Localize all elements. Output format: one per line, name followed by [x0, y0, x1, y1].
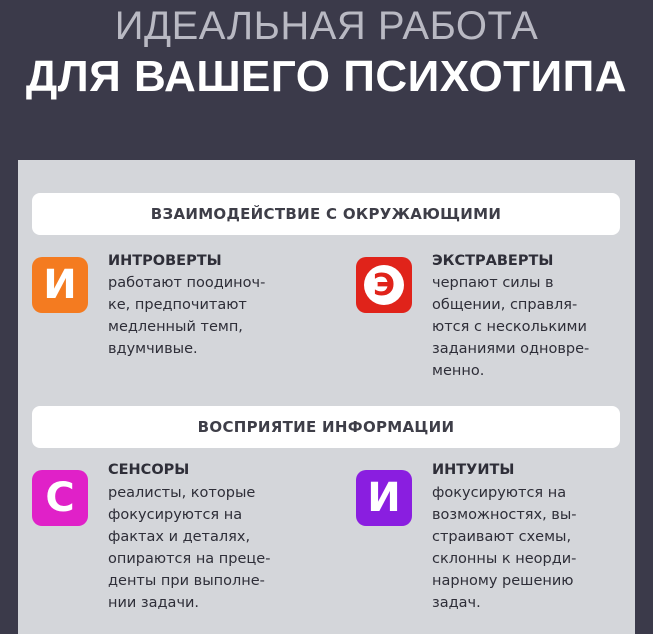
sensor-badge-icon	[32, 470, 88, 526]
section-header-perception: ВОСПРИЯТИЕ ИНФОРМАЦИИ	[32, 406, 620, 448]
sensor-title: СЕНСОРЫ	[108, 462, 190, 478]
intuitive-badge-letter: И	[367, 475, 401, 521]
extravert-badge-icon	[356, 257, 412, 313]
extravert-badge-letter: Э	[364, 265, 404, 305]
introvert-badge-letter: И	[43, 262, 77, 308]
intuitive-title: ИНТУИТЫ	[432, 462, 515, 478]
intuitive-badge-icon	[356, 470, 412, 526]
title-line-2: ДЛЯ ВАШЕГО ПСИХОТИПА	[25, 52, 628, 101]
sensor-badge-letter: С	[45, 475, 75, 521]
introvert-badge-icon	[32, 257, 88, 313]
introvert-title: ИНТРОВЕРТЫ	[108, 253, 222, 269]
introvert-description: работают поодиноч- ке, предпочитают медленный темп, вдумчивые.	[108, 275, 266, 357]
intuitive-description: фокусируются на возможностях, вы- страивают схемы, склонны к неорди- нарному решению задач.	[432, 485, 577, 611]
extravert-title: ЭКСТРАВЕРТЫ	[432, 253, 554, 269]
title-line-1: ИДЕАЛЬНАЯ РАБОТА	[114, 4, 539, 48]
section-header-interaction: ВЗАИМОДЕЙСТВИЕ С ОКРУЖАЮЩИМИ	[32, 193, 620, 235]
extravert-description: черпают силы в общении, справля- ются с несколькими заданиями одновре- менно.	[432, 275, 590, 379]
sensor-description: реалисты, которые фокусируются на фактах и деталях, опираются на преце- денты при выполне- нии задачи.	[108, 485, 271, 611]
content-panel	[18, 160, 635, 634]
